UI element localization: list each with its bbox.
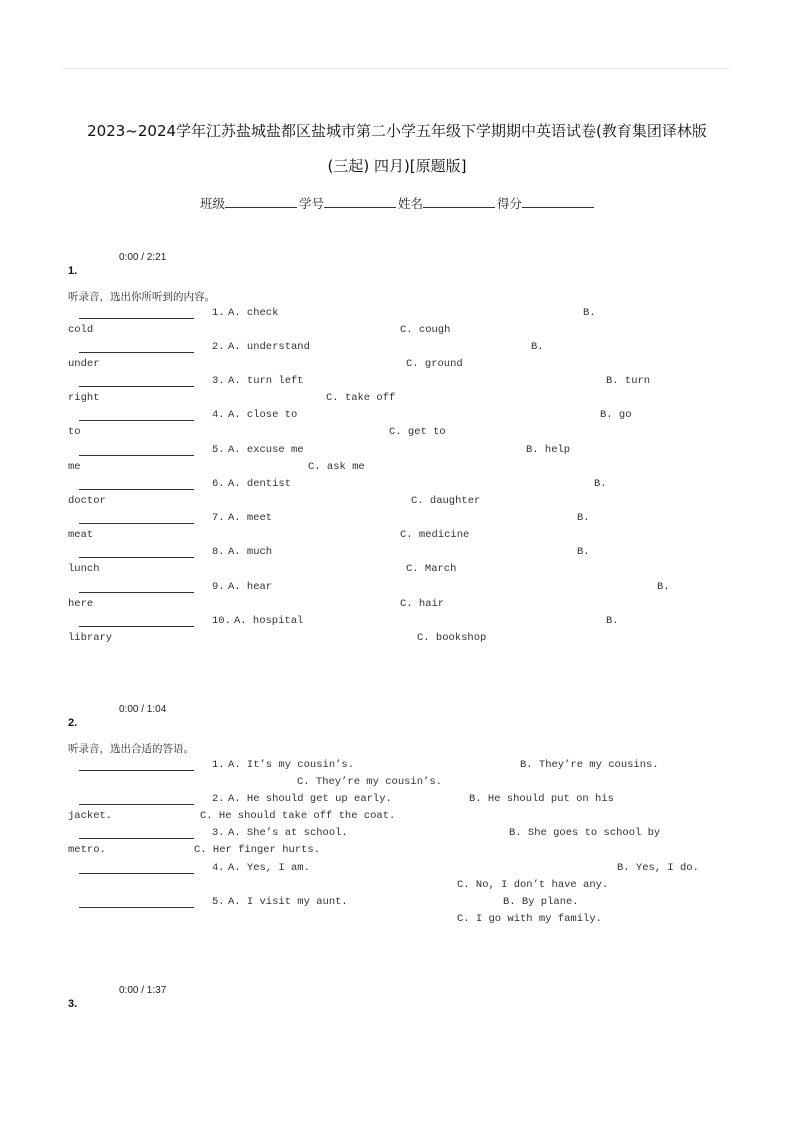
option-b: B. She goes to school by bbox=[509, 827, 661, 839]
question-number: 2. bbox=[68, 717, 78, 729]
option-b-cont: jacket. bbox=[68, 810, 113, 822]
item-number: 1. bbox=[212, 759, 225, 771]
option-b-cont: to bbox=[68, 426, 81, 438]
question-number: 1. bbox=[68, 265, 78, 277]
answer-blank[interactable] bbox=[79, 770, 194, 771]
item-number: 3. bbox=[212, 827, 225, 839]
name-blank[interactable] bbox=[423, 195, 495, 208]
option-c: C. ask me bbox=[308, 461, 365, 473]
score-blank[interactable] bbox=[522, 195, 594, 208]
question-instruction: 听录音，选出你所听到的内容。 bbox=[68, 291, 215, 303]
item-number: 2. bbox=[212, 793, 225, 805]
answer-blank[interactable] bbox=[79, 626, 194, 627]
option-c: C. take off bbox=[326, 392, 396, 404]
option-b-cont: here bbox=[68, 598, 94, 610]
answer-blank[interactable] bbox=[79, 489, 194, 490]
option-b: B. Yes, I do. bbox=[617, 862, 699, 874]
option-a: A. check bbox=[228, 307, 279, 319]
class-label: 班级 bbox=[200, 196, 226, 211]
option-b: B. They’re my cousins. bbox=[520, 759, 659, 771]
option-b: B. bbox=[657, 581, 670, 593]
option-c: C. hair bbox=[400, 598, 445, 610]
answer-blank[interactable] bbox=[79, 592, 194, 593]
answer-blank[interactable] bbox=[79, 557, 194, 558]
option-b: B. help bbox=[526, 444, 571, 456]
audio-player-time[interactable]: 0:00 / 1:04 bbox=[119, 704, 167, 715]
option-a: A. understand bbox=[228, 341, 310, 353]
option-b-cont: metro. bbox=[68, 844, 106, 856]
item-number: 2. bbox=[212, 341, 225, 353]
student-id-blank[interactable] bbox=[324, 195, 396, 208]
option-a: A. turn left bbox=[228, 375, 304, 387]
audio-player-time[interactable]: 0:00 / 2:21 bbox=[119, 252, 167, 263]
item-number: 5. bbox=[212, 444, 225, 456]
option-b-cont: under bbox=[68, 358, 100, 370]
answer-blank[interactable] bbox=[79, 838, 194, 839]
answer-blank[interactable] bbox=[79, 873, 194, 874]
option-b: B. bbox=[594, 478, 607, 490]
option-c: C. daughter bbox=[411, 495, 481, 507]
option-a: A. Yes, I am. bbox=[228, 862, 310, 874]
item-number: 5. bbox=[212, 896, 225, 908]
option-b: B. bbox=[583, 307, 596, 319]
answer-blank[interactable] bbox=[79, 318, 194, 319]
question-instruction: 听录音，选出合适的答语。 bbox=[68, 743, 194, 755]
top-divider bbox=[62, 68, 730, 69]
option-b-cont: library bbox=[68, 632, 113, 644]
option-b-cont: right bbox=[68, 392, 100, 404]
option-b: B. By plane. bbox=[503, 896, 579, 908]
answer-blank[interactable] bbox=[79, 804, 194, 805]
option-b: B. bbox=[577, 512, 590, 524]
option-a: A. I visit my aunt. bbox=[228, 896, 348, 908]
item-number: 8. bbox=[212, 546, 225, 558]
option-a: A. close to bbox=[228, 409, 298, 421]
item-number: 10. bbox=[212, 615, 231, 627]
name-label: 姓名 bbox=[398, 196, 424, 211]
option-b-cont: doctor bbox=[68, 495, 106, 507]
answer-blank[interactable] bbox=[79, 907, 194, 908]
option-b: B. turn bbox=[606, 375, 651, 387]
option-b-cont: lunch bbox=[68, 563, 100, 575]
answer-blank[interactable] bbox=[79, 386, 194, 387]
student-id-label: 学号 bbox=[299, 196, 325, 211]
option-a: A. He should get up early. bbox=[228, 793, 392, 805]
student-info-row bbox=[200, 194, 620, 212]
answer-blank[interactable] bbox=[79, 420, 194, 421]
option-a: A. She’s at school. bbox=[228, 827, 348, 839]
option-c: C. They’re my cousin’s. bbox=[297, 776, 442, 788]
audio-player-time[interactable]: 0:00 / 1:37 bbox=[119, 985, 167, 996]
item-number: 7. bbox=[212, 512, 225, 524]
option-c: C. I go with my family. bbox=[457, 913, 602, 925]
option-c: C. medicine bbox=[400, 529, 470, 541]
option-a: A. excuse me bbox=[228, 444, 304, 456]
item-number: 9. bbox=[212, 581, 225, 593]
item-number: 4. bbox=[212, 862, 225, 874]
title-line-2: (三起) 四月)[原题版] bbox=[327, 157, 467, 175]
option-b: B. He should put on his bbox=[469, 793, 614, 805]
option-c: C. He should take off the coat. bbox=[200, 810, 396, 822]
class-blank[interactable] bbox=[225, 195, 297, 208]
question-number: 3. bbox=[68, 998, 78, 1010]
title-line-1: 2023~2024学年江苏盐城盐都区盐城市第二小学五年级下学期期中英语试卷(教育集团译林版 bbox=[87, 122, 707, 140]
option-a: A. much bbox=[228, 546, 273, 558]
score-label: 得分 bbox=[497, 196, 523, 211]
option-b-cont: me bbox=[68, 461, 81, 473]
option-c: C. Her finger hurts. bbox=[194, 844, 321, 856]
option-c: C. ground bbox=[406, 358, 463, 370]
option-c: C. No, I don’t have any. bbox=[457, 879, 609, 891]
answer-blank[interactable] bbox=[79, 352, 194, 353]
option-b-cont: cold bbox=[68, 324, 94, 336]
option-a: A. meet bbox=[228, 512, 273, 524]
option-c: C. bookshop bbox=[417, 632, 487, 644]
option-b: B. go bbox=[600, 409, 632, 421]
option-b: B. bbox=[577, 546, 590, 558]
option-b-cont: meat bbox=[68, 529, 94, 541]
option-c: C. March bbox=[406, 563, 457, 575]
option-b: B. bbox=[606, 615, 619, 627]
item-number: 3. bbox=[212, 375, 225, 387]
answer-blank[interactable] bbox=[79, 523, 194, 524]
option-a: A. hospital bbox=[234, 615, 304, 627]
item-number: 1. bbox=[212, 307, 225, 319]
option-a: A. hear bbox=[228, 581, 273, 593]
item-number: 6. bbox=[212, 478, 225, 490]
option-b: B. bbox=[531, 341, 544, 353]
item-number: 4. bbox=[212, 409, 225, 421]
option-c: C. cough bbox=[400, 324, 451, 336]
option-a: A. dentist bbox=[228, 478, 292, 490]
option-a: A. It’s my cousin’s. bbox=[228, 759, 355, 771]
option-c: C. get to bbox=[389, 426, 446, 438]
answer-blank[interactable] bbox=[79, 455, 194, 456]
